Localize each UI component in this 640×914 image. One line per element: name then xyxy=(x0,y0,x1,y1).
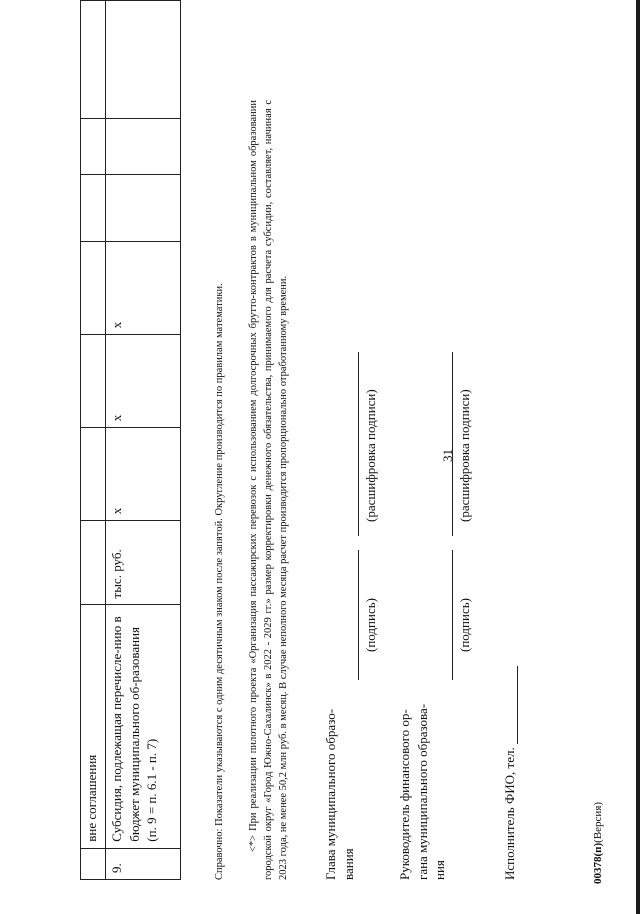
decode-line xyxy=(452,352,453,536)
table-cell xyxy=(81,118,106,174)
row-value-5 xyxy=(106,118,181,174)
table-cell xyxy=(81,335,106,428)
row-value-6 xyxy=(106,1,181,119)
page-number: 31 xyxy=(440,449,455,462)
signature-caption: (подпись) xyxy=(363,598,378,652)
executor-line xyxy=(505,666,518,744)
signature-caption: (подпись) xyxy=(457,598,472,652)
signature-head-title: Глава муниципального образо-вания xyxy=(323,708,356,880)
reference-note: Справочно: Показатели указываются с одним десятичным знаком после запятой. Округление производится по правилам математики. xyxy=(214,283,225,880)
row-unit: тыс. руб. xyxy=(106,521,181,605)
row-value-3: x xyxy=(106,242,181,335)
row-name: Субсидия, подлежащая перечисле-нию в бюджет муниципального об-разования (п. 9 = п. 6.1 - п. 7) xyxy=(106,605,181,848)
row-value-2: x xyxy=(106,335,181,428)
table-cell-header-continuation: вне соглашения xyxy=(81,605,106,848)
decode-caption: (расшифровка подписи) xyxy=(363,389,378,522)
executor-label: Исполнитель ФИО, тел. xyxy=(502,747,517,880)
row-value-4 xyxy=(106,174,181,241)
table-cell xyxy=(81,242,106,335)
document-code xyxy=(592,802,604,884)
decode-line xyxy=(358,352,359,536)
table-cell xyxy=(81,428,106,521)
signature-line xyxy=(452,550,453,680)
document-version: (Версия) xyxy=(592,801,604,843)
signature-line xyxy=(358,550,359,680)
table-cell xyxy=(81,1,106,119)
table-row-header-continuation xyxy=(81,1,106,880)
executor xyxy=(502,666,518,880)
row-number: 9. xyxy=(106,848,181,879)
report-table xyxy=(80,0,181,880)
row-value-1: x xyxy=(106,428,181,521)
scan-edge xyxy=(636,0,640,914)
decode-caption: (расшифровка подписи) xyxy=(457,389,472,522)
footnote: <*> При реализации пилотного проекта «Организация пассажирских перевозок с использованием долгосрочных брутто-контрактов в муниципальном образовании городской округ «Город Южно-Сахалинск» в 2022 - 2029 гг.» размер корректировки денежного обязательства, принимаемого для расчета субсидии, составляет, начиная с 2023 года, не менее 50,2 млн руб. в месяц. В случае неполного месяца расчет производится пропорционально отработанному времени. xyxy=(248,100,290,880)
table-cell xyxy=(81,521,106,605)
signature-finance-title: Руководитель финансового ор-гана муниципального образова-ния xyxy=(397,703,448,880)
document-code-number: 00378(п) xyxy=(592,842,604,884)
table-row xyxy=(106,1,181,880)
table-cell xyxy=(81,174,106,241)
table-cell xyxy=(81,848,106,879)
